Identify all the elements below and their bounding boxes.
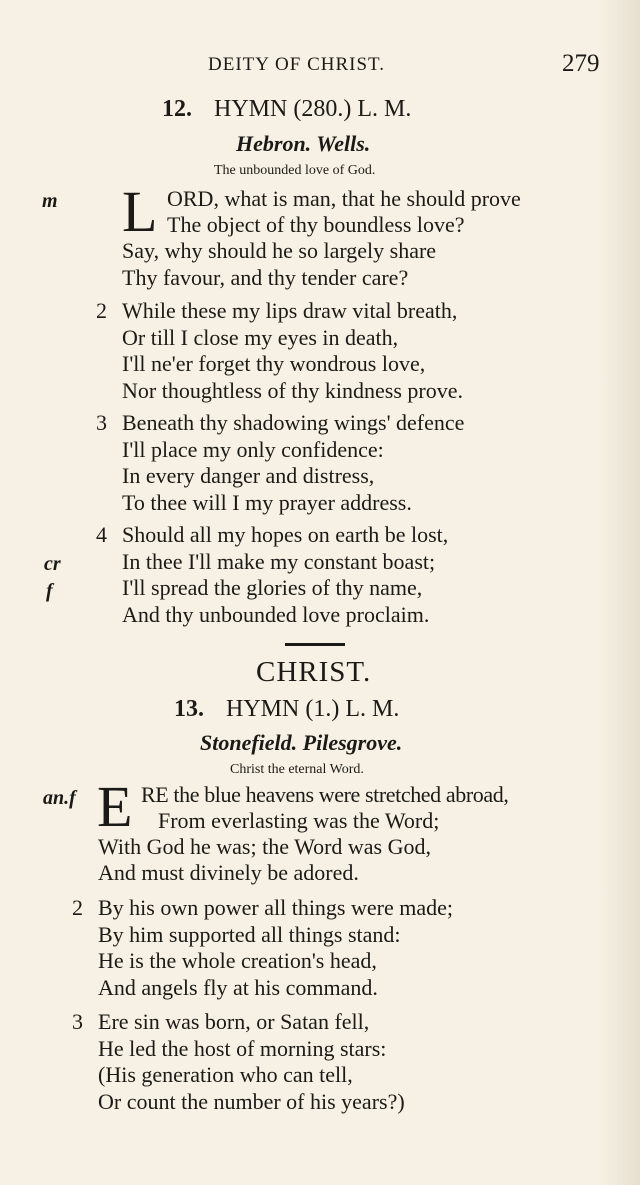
verse-line: I'll spread the glories of thy name,	[122, 575, 423, 600]
hymn-12-first-line: ORD, what is man, that he should prove	[167, 186, 521, 211]
verse-line: Nor thoughtless of thy kindness prove.	[122, 377, 463, 403]
running-head: DEITY OF CHRIST.	[208, 54, 385, 75]
hymn-13-verse-2	[72, 895, 453, 1001]
hymn-13-title: HYMN (1.) L. M.	[226, 696, 400, 722]
hymn-13-verse-3	[72, 1009, 405, 1115]
verse-line: (His generation who can tell,	[98, 1062, 353, 1087]
verse-number: 2	[96, 298, 107, 323]
page-edge-shading	[600, 0, 640, 1185]
verse-line: He led the host of morning stars:	[98, 1035, 387, 1061]
verse-line: Or till I close my eyes in death,	[122, 324, 399, 350]
verse-number: 3	[72, 1009, 83, 1034]
verse-line: By his own power all things were made;	[98, 895, 453, 920]
page-number: 279	[562, 50, 600, 77]
hymn-13-heading	[174, 696, 399, 723]
hymn-12-verse-1-line-2: The object of thy boundless love?	[167, 212, 465, 237]
hymn-13-verse-1-line-4: And must divinely be adored.	[98, 860, 359, 885]
verse-line: Or count the number of his years?)	[98, 1088, 405, 1114]
hymn-13-number: 13.	[174, 696, 204, 722]
hymn-13-drop-cap: E	[97, 774, 133, 839]
dynamic-mark-f: f	[46, 580, 53, 602]
hymn-12-verse-1-line-3: Say, why should he so largely share	[122, 238, 437, 263]
verse-number: 2	[72, 895, 83, 920]
dynamic-mark-cr: cr	[44, 553, 61, 575]
hymn-12-verse-1-line-4: Thy favour, and thy tender care?	[122, 265, 409, 290]
verse-line: In thee I'll make my constant boast;	[122, 548, 436, 574]
verse-line: By him supported all things stand:	[98, 921, 401, 947]
hymn-12-tunes: Hebron. Wells.	[236, 131, 371, 156]
hymn-13-tunes: Stonefield. Pilesgrove.	[200, 730, 403, 755]
verse-line: He is the whole creation's head,	[98, 948, 377, 973]
section-title: CHRIST.	[256, 656, 372, 688]
hymn-12-verse-2	[96, 298, 463, 404]
dynamic-mark-m: m	[42, 190, 58, 212]
hymn-13-verse-1-line-2: From everlasting was the Word;	[158, 808, 440, 833]
verse-number: 3	[96, 410, 107, 435]
verse-number: 4	[96, 522, 107, 547]
verse-line: And angels fly at his command.	[98, 974, 378, 1000]
hymn-13-subject: Christ the eternal Word.	[230, 762, 364, 777]
dynamic-mark-an-f: an.f	[43, 787, 76, 809]
hymn-13-verse-1-line-3: With God he was; the Word was God,	[98, 834, 431, 859]
hymn-12-number: 12.	[162, 96, 192, 122]
verse-line: While these my lips draw vital breath,	[122, 298, 458, 323]
verse-line: Should all my hopes on earth be lost,	[122, 522, 449, 547]
hymn-12-verse-4	[96, 522, 449, 628]
hymn-13-first-line: RE the blue heavens were stretched abroad,	[141, 782, 509, 807]
verse-line: To thee will I my prayer address.	[122, 489, 412, 515]
verse-line: I'll ne'er forget thy wondrous love,	[122, 351, 426, 376]
section-divider	[285, 643, 345, 646]
hymn-12-drop-cap: L	[122, 179, 158, 244]
hymn-12-subject: The unbounded love of God.	[214, 163, 376, 178]
verse-line: I'll place my only confidence:	[122, 436, 384, 462]
verse-line: Beneath thy shadowing wings' defence	[122, 410, 465, 435]
hymn-12-title: HYMN (280.) L. M.	[214, 96, 412, 122]
verse-line: And thy unbounded love proclaim.	[122, 601, 430, 627]
verse-line: Ere sin was born, or Satan fell,	[98, 1009, 370, 1034]
hymn-12-verse-3	[96, 410, 465, 516]
hymn-12-heading	[162, 96, 411, 123]
verse-line: In every danger and distress,	[122, 463, 375, 488]
